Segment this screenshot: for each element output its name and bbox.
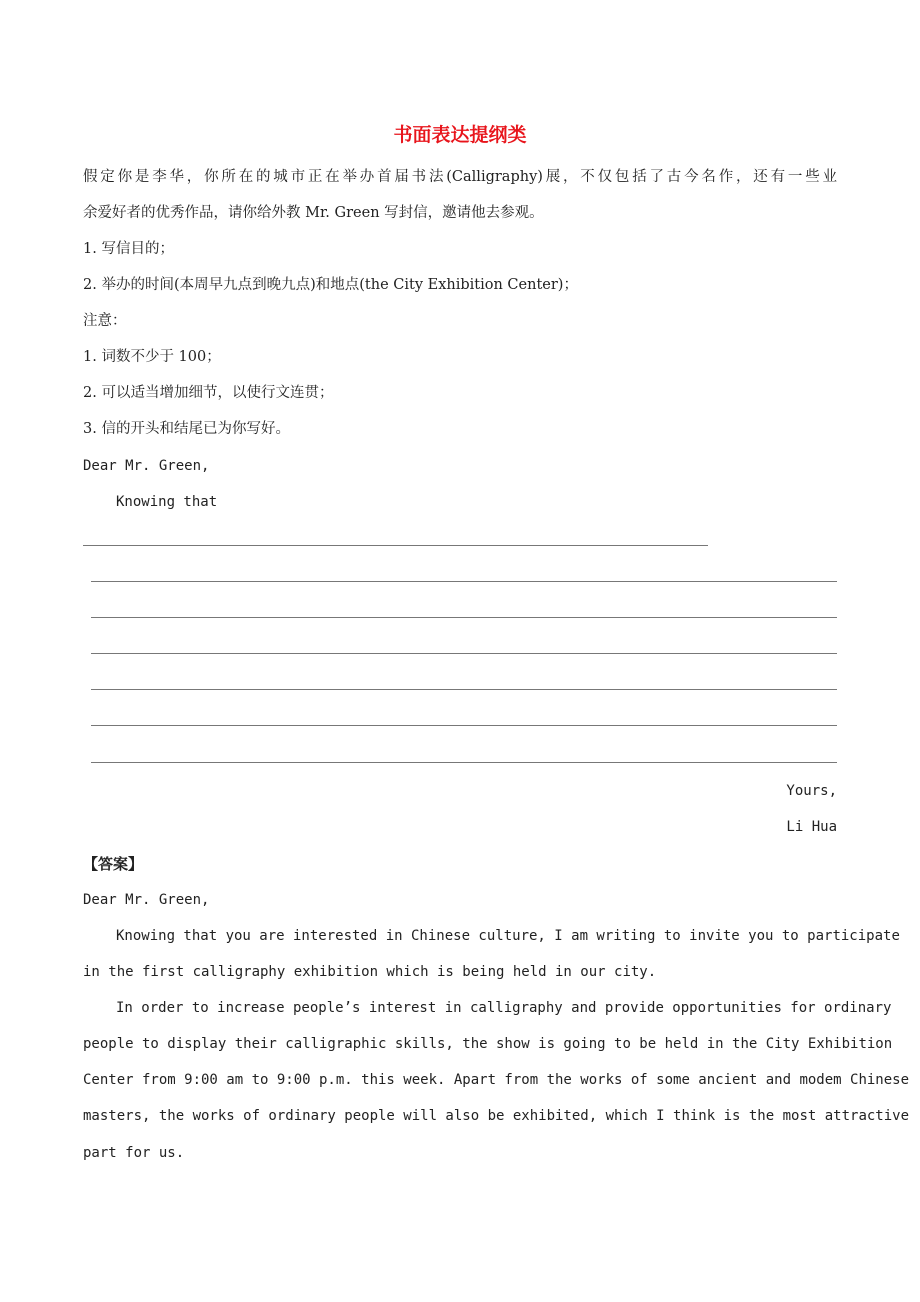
answer-paragraph-line: people to display their calligraphic skills, the show is going to be held in the City Exhibition [83,1036,893,1052]
writing-line [91,762,837,763]
note-item-2: 2. 可以适当增加细节，以使行文连贯； [83,385,334,401]
requirement-item-1: 1. 写信目的； [83,241,174,257]
writing-line [83,545,708,546]
answer-paragraph-line: in the first calligraphy exhibition which is being held in our city. [83,964,657,980]
writing-line [91,581,837,582]
answer-paragraph-line: Knowing that you are interested in Chinese culture, I am writing to invite you to participate [116,928,900,944]
writing-line [91,725,837,726]
note-item-1: 1. 词数不少于 100； [83,349,221,365]
writing-line [91,617,837,618]
answer-paragraph-line: Center from 9:00 am to 9:00 p.m. this week. Apart from the works of some ancient and modem Chinese [83,1072,910,1088]
letter-closing: Yours, [786,783,837,799]
note-item-3: 3. 信的开头和结尾已为你写好。 [83,421,290,437]
requirement-item-2: 2. 举办的时间(本周早九点到晚九点)和地点(the City Exhibition Center)； [83,277,578,293]
answer-paragraph-line: masters, the works of ordinary people will also be exhibited, which I think is the most attractive [83,1108,910,1124]
writing-line [91,653,837,654]
page-title: 书面表达提纲类 [393,124,527,146]
answer-paragraph-line: In order to increase people’s interest in calligraphy and provide opportunities for ordinary [116,1000,892,1016]
prompt-line-2: 余爱好者的优秀作品，请你给外教 Mr. Green 写封信，邀请他去参观。 [83,205,544,221]
letter-opening: Knowing that [116,494,218,510]
prompt-line-1: 假定你是李华，你所在的城市正在举办首届书法(Calligraphy)展，不仅包括了古今名作，还有一些业 [83,169,837,185]
letter-signature: Li Hua [786,819,837,835]
writing-line [91,689,837,690]
letter-salutation: Dear Mr. Green, [83,458,210,474]
notes-label: 注意： [83,313,127,329]
answer-salutation: Dear Mr. Green, [83,892,210,908]
answer-label: 【答案】 [83,855,144,873]
answer-paragraph-line: part for us. [83,1145,185,1161]
